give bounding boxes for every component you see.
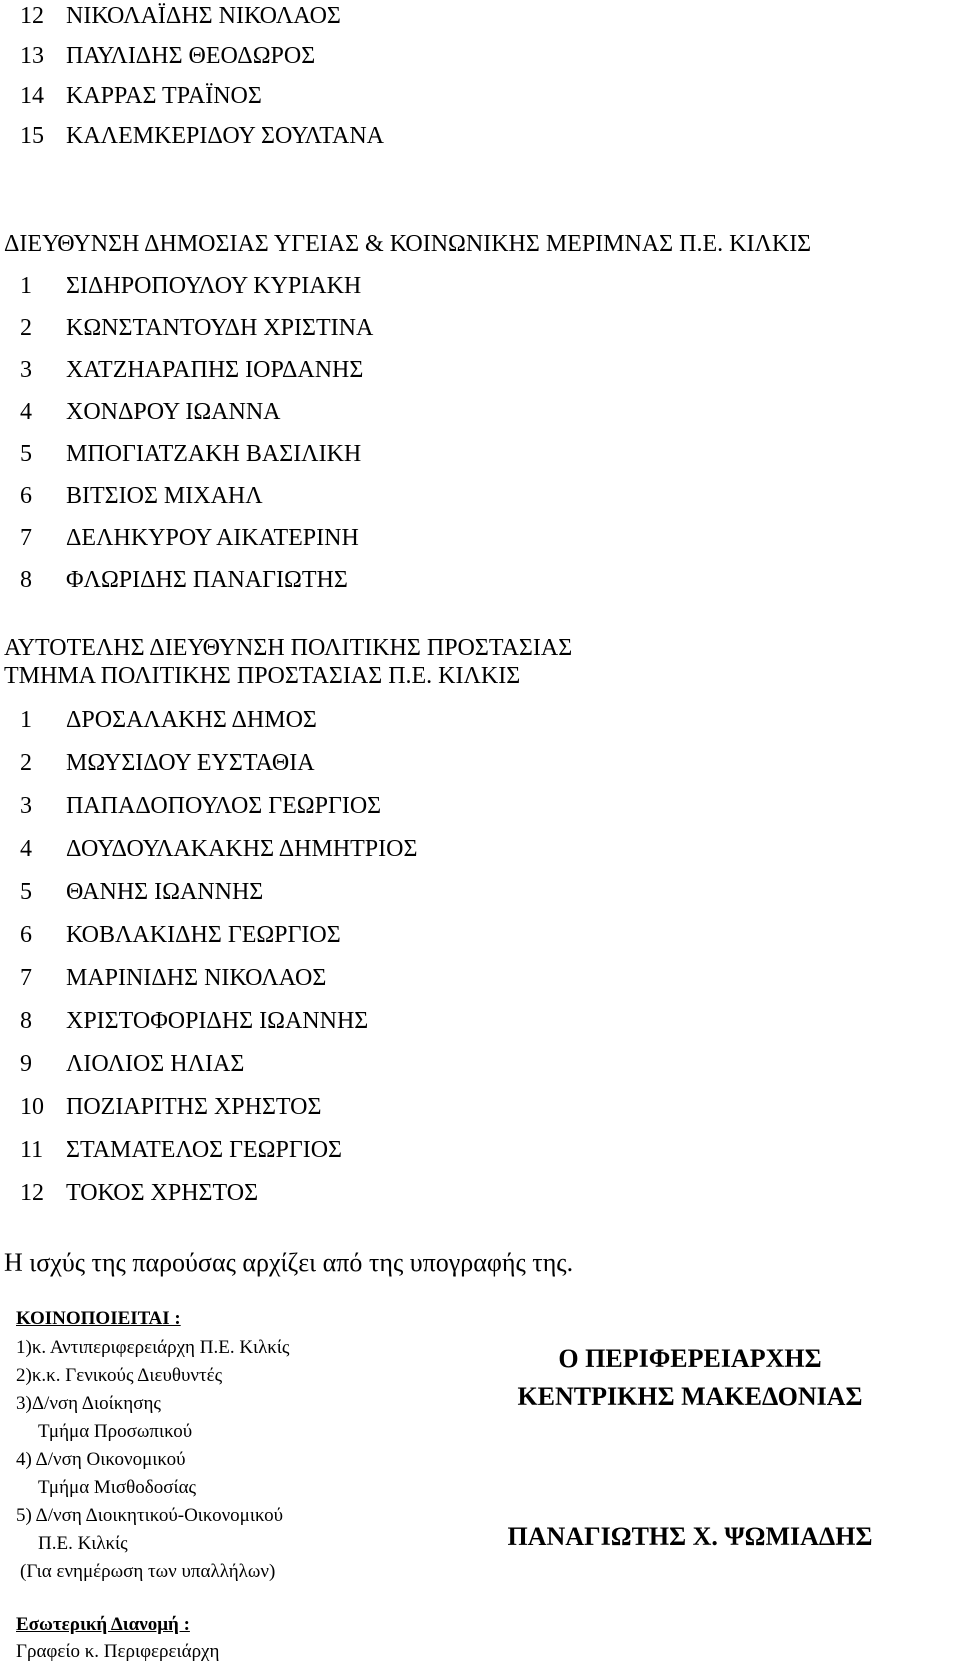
signature-title: Ο ΠΕΡΙΦΕΡΕΙΑΡΧΗΣ [558,1344,822,1373]
section-subheading-civil-protection: ΤΜΗΜΑ ΠΟΛΙΤΙΚΗΣ ΠΡΟΣΤΑΣΙΑΣ Π.Ε. ΚΙΛΚΙΣ [4,663,521,689]
distribution-line: 4) Δ/νση Οικονομικού [16,1449,186,1470]
distribution-line: Π.Ε. Κιλκίς [38,1533,128,1554]
signature-name: ΠΑΝΑΓΙΩΤΗΣ Χ. ΨΩΜΙΑΔΗΣ [507,1522,873,1551]
signature-title-region: ΚΕΝΤΡΙΚΗΣ ΜΑΚΕΔΟΝΙΑΣ [517,1382,863,1411]
distribution-line: Τμήμα Προσωπικού [38,1421,193,1442]
section-heading-civil-protection: ΑΥΤΟΤΕΛΗΣ ΔΙΕΥΘΥΝΣΗ ΠΟΛΙΤΙΚΗΣ ΠΡΟΣΤΑΣΙΑΣ [4,635,573,661]
distribution-line: (Για ενημέρωση των υπαλλήλων) [20,1561,276,1582]
distribution-heading: ΚΟΙΝΟΠΟΙΕΙΤΑΙ : [16,1308,181,1329]
distribution-line: 2)κ.κ. Γενικούς Διευθυντές [16,1365,223,1386]
internal-distribution-line: Γραφείο κ. Περιφερειάρχη [16,1641,220,1662]
section-heading-public-health: ΔΙΕΥΘΥΝΣΗ ΔΗΜΟΣΙΑΣ ΥΓΕΙΑΣ & ΚΟΙΝΩΝΙΚΗΣ ΜΕΡΙΜΝΑΣ Π.Ε. ΚΙΛΚΙΣ [4,231,812,257]
distribution-line: 1)κ. Αντιπεριφερειάρχη Π.Ε. Κιλκίς [16,1337,290,1358]
distribution-line: Τμήμα Μισθοδοσίας [38,1477,197,1498]
distribution-line: 5) Δ/νση Διοικητικού-Οικονομικού [16,1505,284,1526]
distribution-line: 3)Δ/νση Διοίκησης [16,1393,161,1414]
internal-distribution-heading: Εσωτερική Διανομή : [16,1614,190,1635]
validity-note: Η ισχύς της παρούσας αρχίζει από της υπογραφής της. [4,1248,574,1277]
